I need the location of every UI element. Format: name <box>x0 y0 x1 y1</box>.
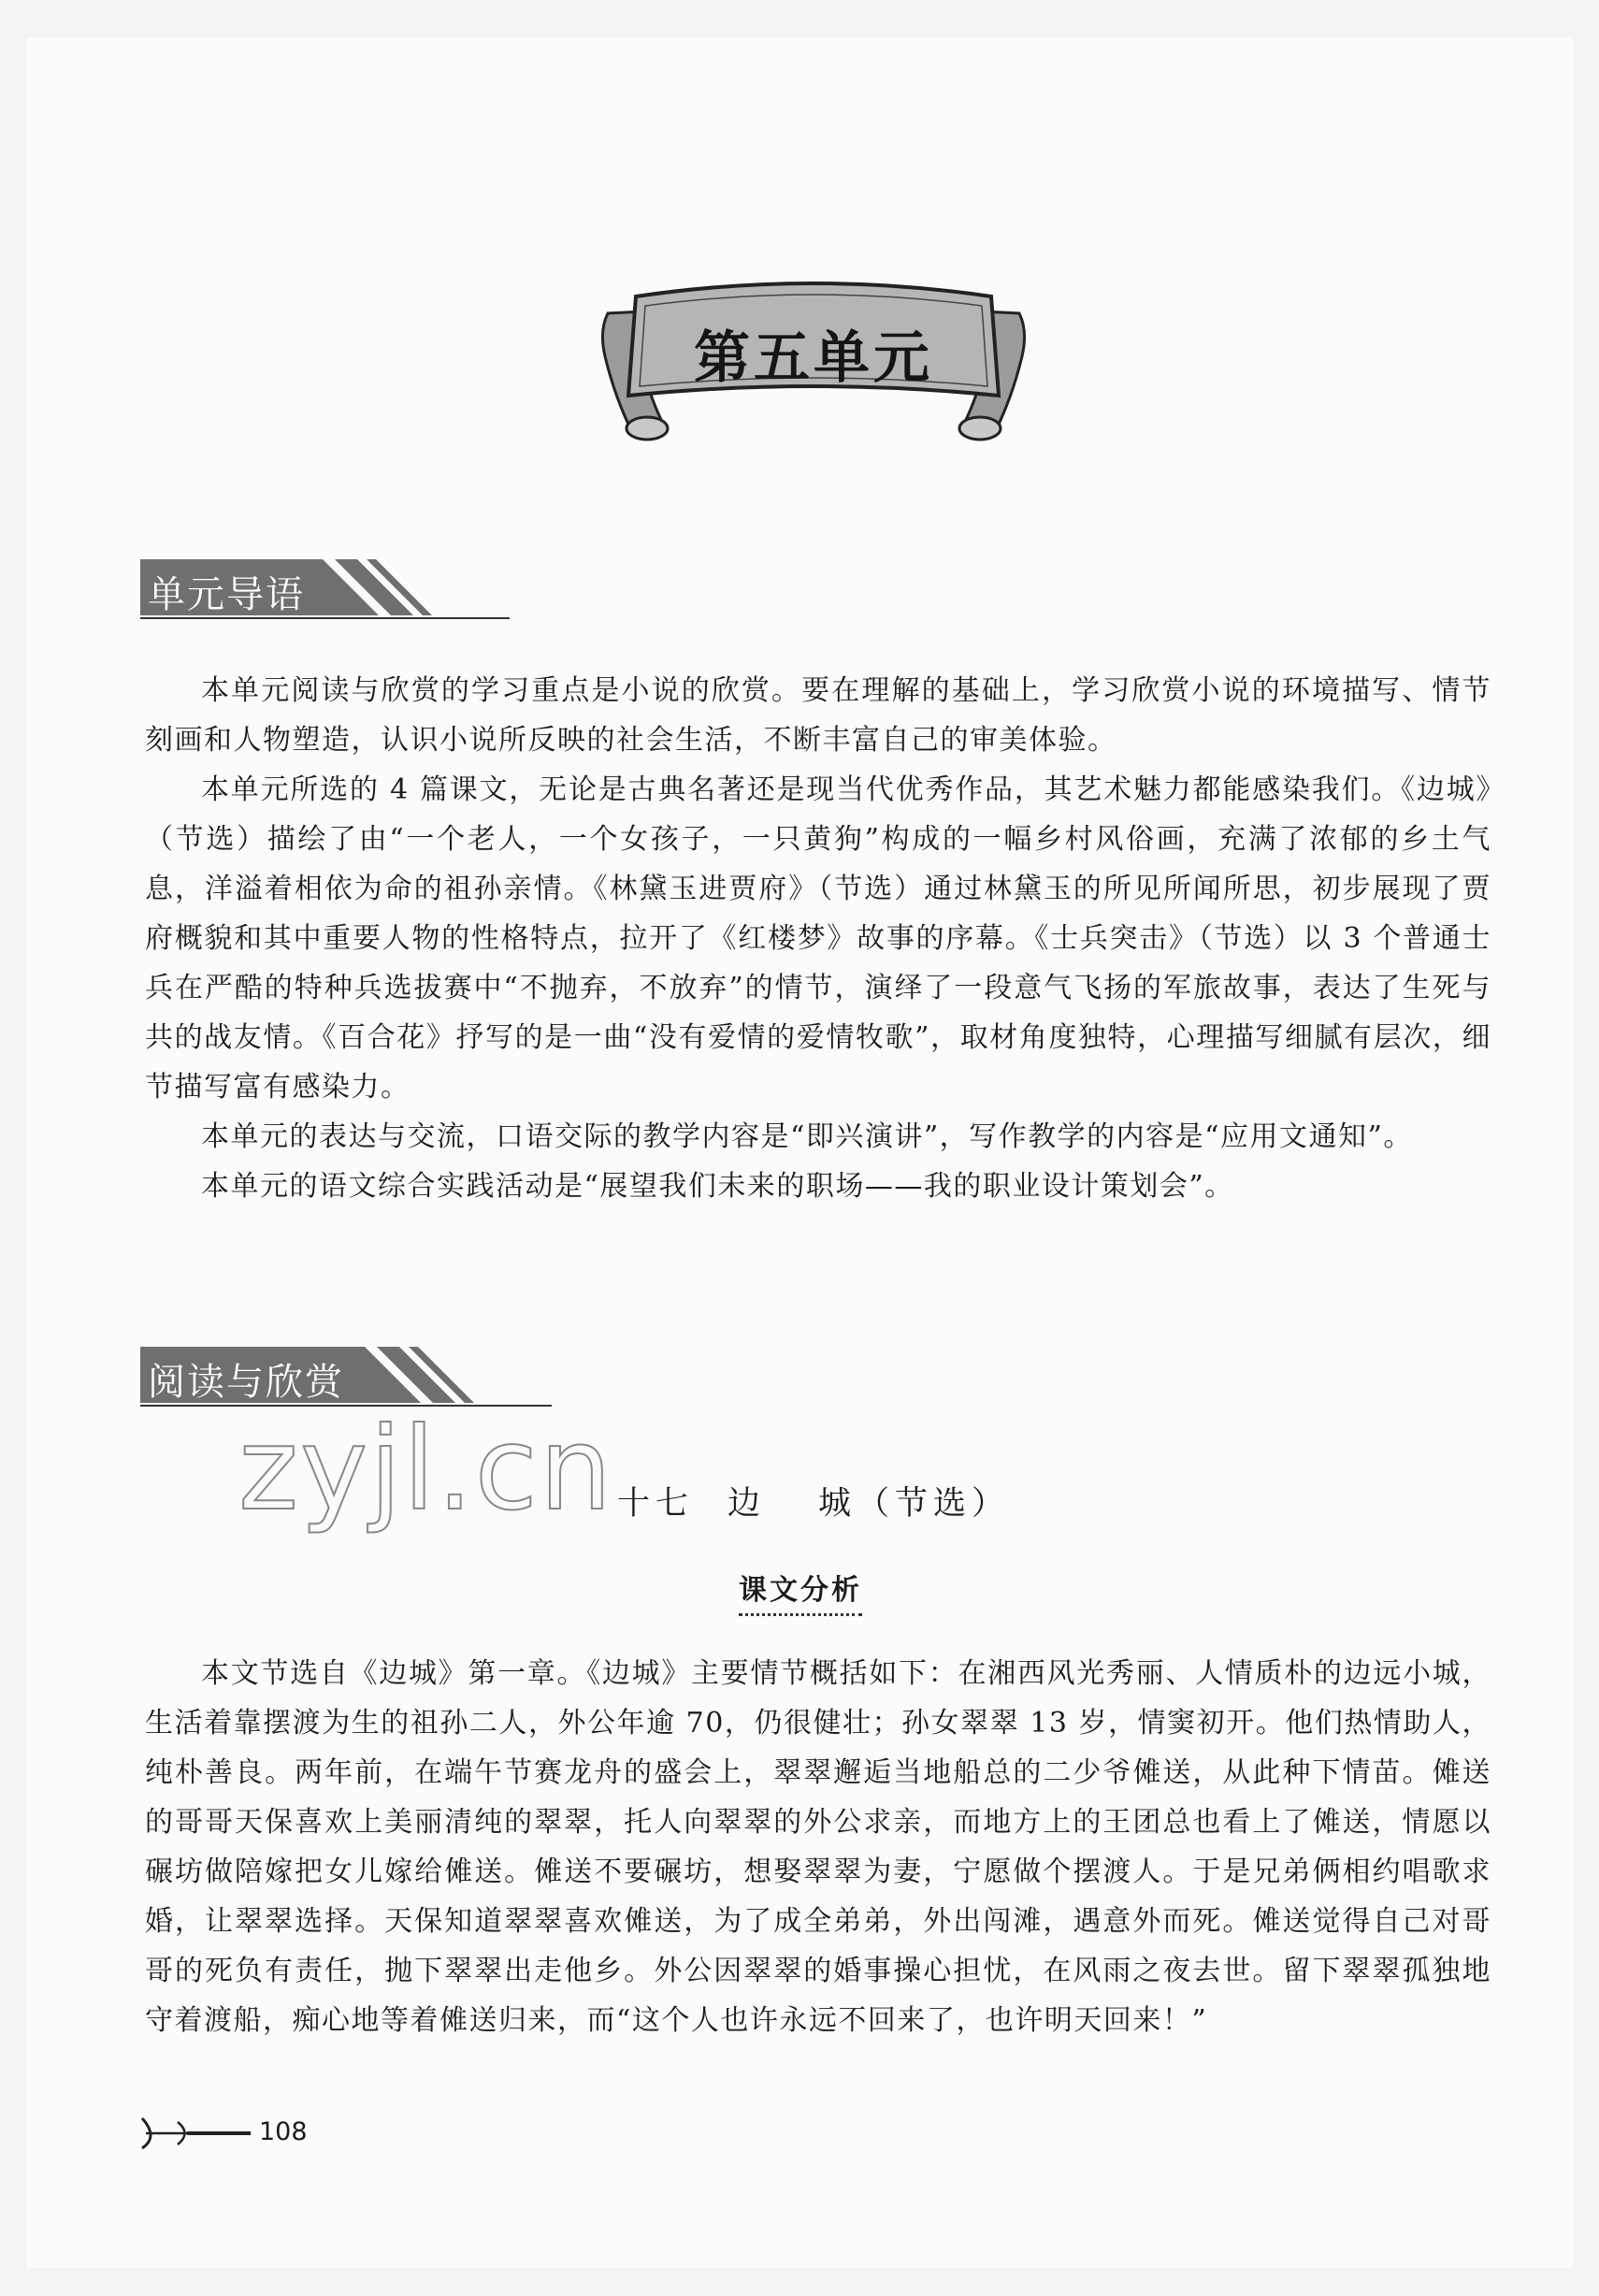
intro-paragraph-1: 本单元阅读与欣赏的学习重点是小说的欣赏。要在理解的基础上，学习欣赏小说的环境描写、情节刻画和人物塑造，认识小说所反映的社会生活，不断丰富自己的审美体验。 <box>145 674 1491 757</box>
lesson-title <box>617 1478 1010 1524</box>
section-title-reading: 阅读与欣赏 <box>148 1361 344 1404</box>
lesson-number: 十七 <box>617 1485 695 1523</box>
intro-paragraph-4: 本单元的语文综合实践活动是“展望我们未来的职场——我的职业设计策划会”。 <box>201 1170 1234 1203</box>
intro-paragraph-2: 本单元所选的 4 篇课文，无论是古典名著还是现当代优秀作品，其艺术魅力都能感染我们。《边城》（节选）描绘了由“一个老人，一个女孩子，一只黄狗”构成的一幅乡村风俗画，充满了浓郁的乡土气息，洋溢着相依为命的祖孙亲情。《林黛玉进贾府》（节选）通过林黛玉的所见所闻所思，初步展现了贾府概貌和其中重要人物的性格特点，拉开了《红楼梦》故事的序幕。《士兵突击》（节选）以 3 个普通士兵在严酷的特种兵选拔赛中“不抛弃，不放弃”的情节，演绎了一段意气飞扬的军旅故事，表达了生死与共的战友情。《百合花》抒写的是一曲“没有爱情的爱情牧歌”，取材角度独特，心理描写细腻有层次，细节描写富有感染力。 <box>145 773 1491 1104</box>
page-number: 108 <box>259 2117 308 2146</box>
watermark: zyjl.cn <box>238 1403 614 1536</box>
lesson-title-suffix: （节选） <box>857 1485 1011 1523</box>
analysis-heading: 课文分析 <box>739 1567 862 1616</box>
section-header-intro <box>140 559 514 625</box>
analysis-text <box>145 1649 1491 2045</box>
section-title-intro: 单元导语 <box>148 573 305 616</box>
intro-text <box>145 666 1491 1211</box>
lesson-title-char-2: 城 <box>818 1485 857 1523</box>
lesson-title-char-1: 边 <box>727 1485 767 1523</box>
intro-paragraph-3: 本单元的表达与交流，口语交际的教学内容是“即兴演讲”，写作教学的内容是“应用文通知”。 <box>201 1120 1413 1153</box>
unit-title: 第五单元 <box>694 325 933 391</box>
analysis-paragraph: 本文节选自《边城》第一章。《边城》主要情节概括如下：在湘西风光秀丽、人情质朴的边远小城，生活着靠摆渡为生的祖孙二人，外公年逾 70，仍很健壮；孙女翠翠 13 岁，情窦初开。他们热情助人，纯朴善良。两年前，在端午节赛龙舟的盛会上，翠翠邂逅当地船总的二少爷傩送，从此种下情苗。傩送的哥哥天保喜欢上美丽清纯的翠翠，托人向翠翠的外公求亲，而地方上的王团总也看上了傩送，情愿以碾坊做陪嫁把女儿嫁给傩送。傩送不要碾坊，想娶翠翠为妻，宁愿做个摆渡人。于是兄弟俩相约唱歌求婚，让翠翠选择。天保知道翠翠喜欢傩送，为了成全弟弟，外出闯滩，遇意外而死。傩送觉得自己对哥哥的死负有责任，抛下翠翠出走他乡。外公因翠翠的婚事操心担忧，在风雨之夜去世。留下翠翠孤独地守着渡船，痴心地等着傩送归来，而“这个人也许永远不回来了，也许明天回来！” <box>145 1657 1491 2037</box>
page-footer <box>140 2109 421 2156</box>
unit-title-banner <box>589 276 1038 454</box>
